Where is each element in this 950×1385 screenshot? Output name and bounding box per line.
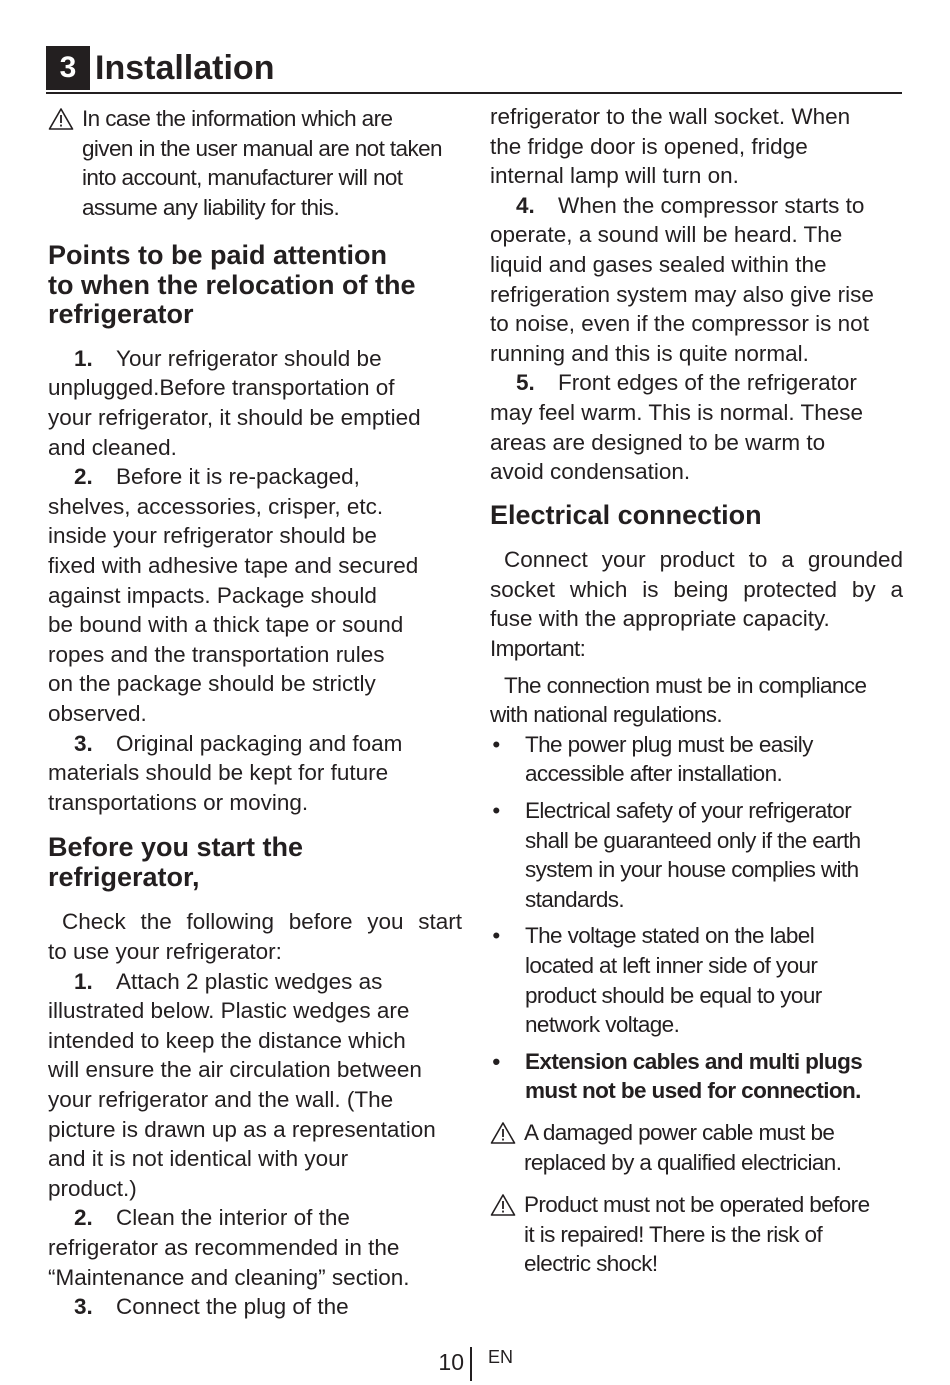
- text-line: Extension cables and multi plugs: [525, 1048, 863, 1074]
- warning-triangle-icon: [490, 1121, 516, 1145]
- text-line: The connection must be in compliance: [504, 672, 867, 698]
- item-number: 3.: [74, 730, 93, 756]
- text-line: Your refrigerator should be: [116, 345, 382, 371]
- warning-note: [490, 1190, 903, 1279]
- list-item: [48, 462, 462, 728]
- text-line: assume any liability for this.: [82, 194, 340, 220]
- list-item: [48, 344, 462, 462]
- item-number: 2.: [74, 464, 93, 490]
- item-number: 1.: [74, 968, 93, 994]
- left-column: [48, 104, 462, 1322]
- section-heading: [48, 241, 462, 330]
- text-line: with national regulations.: [490, 702, 723, 728]
- text-line: observed.: [48, 701, 147, 726]
- text-line: socket which is being protected by a: [490, 576, 903, 602]
- text-line: operate, a sound will be heard. The: [490, 222, 843, 248]
- text-line: against impacts. Package should: [48, 582, 377, 608]
- text-line: on the package should be strictly: [48, 671, 376, 697]
- chapter-header: [46, 46, 902, 94]
- electrical-bullet-list: [490, 730, 903, 1106]
- heading-line: to when the relocation of the: [48, 269, 416, 300]
- list-item: [48, 967, 462, 1204]
- bullet-icon: •: [492, 731, 500, 757]
- text-line: replaced by a qualified electrician.: [524, 1149, 842, 1175]
- text-line: avoid condensation.: [490, 459, 691, 485]
- before-start-section: [48, 907, 462, 1321]
- item-number: 4.: [516, 192, 535, 218]
- item-number: 1.: [74, 345, 93, 371]
- text-line: be bound with a thick tape or sound: [48, 612, 404, 638]
- text-line: internal lamp will turn on.: [490, 163, 739, 189]
- text-line: transportations or moving.: [48, 789, 309, 815]
- text-line: refrigerator to the wall socket. When: [490, 104, 851, 129]
- text-line: shelves, accessories, crisper, etc.: [48, 493, 384, 519]
- bullet-icon: •: [492, 797, 500, 823]
- item-number: 5.: [516, 370, 535, 396]
- text-line: In case the information which are: [82, 106, 393, 131]
- list-item: [48, 1203, 462, 1292]
- text-line: Clean the interior of the: [116, 1205, 350, 1231]
- heading-line: Points to be paid attention: [48, 240, 387, 271]
- text-line: your refrigerator and the wall. (The: [48, 1086, 394, 1112]
- text-line: located at left inner side of your: [525, 952, 818, 978]
- page-number: 10: [438, 1349, 464, 1375]
- chapter-title: Installation: [95, 49, 275, 87]
- text-line: areas are designed to be warm to: [490, 429, 826, 455]
- page-footer: [0, 1345, 950, 1385]
- right-column: [490, 102, 903, 1279]
- text-line: A damaged power cable must be: [524, 1119, 835, 1145]
- text-line: network voltage.: [525, 1012, 680, 1038]
- text-line: product.): [48, 1175, 137, 1201]
- text-line: Connect your product to a grounded: [504, 547, 903, 573]
- heading-line: refrigerator,: [48, 861, 200, 892]
- chapter-number-badge: 3: [46, 46, 90, 90]
- list-item: [48, 1292, 462, 1322]
- text-line: Before it is re-packaged,: [116, 464, 360, 490]
- text-line: Product must not be operated before: [524, 1192, 870, 1218]
- text-line: Front edges of the refrigerator: [558, 370, 857, 396]
- text-line: to use your refrigerator:: [48, 938, 282, 964]
- text-line: to noise, even if the compressor is not: [490, 311, 869, 337]
- text-line: shall be guaranteed only if the earth: [525, 827, 861, 853]
- text-line: The power plug must be easily: [525, 731, 813, 757]
- text-line: Electrical safety of your refrigerator: [525, 797, 852, 823]
- text-line: liquid and gases sealed within the: [490, 251, 827, 277]
- text-line: accessible after installation.: [525, 761, 783, 787]
- text-line: fuse with the appropriate capacity.: [490, 606, 830, 632]
- list-item: [490, 368, 903, 486]
- heading-line: Before you start the: [48, 832, 304, 863]
- text-line: will ensure the air circulation between: [48, 1057, 422, 1083]
- text-line: Attach 2 plastic wedges as: [116, 968, 383, 994]
- text-line: and cleaned.: [48, 434, 177, 460]
- text-line: given in the user manual are not taken: [82, 135, 442, 161]
- text-line: into account, manufacturer will not: [82, 165, 403, 191]
- item-number: 3.: [74, 1294, 93, 1320]
- text-line: system in your house complies with: [525, 857, 859, 883]
- text-line: intended to keep the distance which: [48, 1027, 406, 1053]
- language-code: EN: [488, 1347, 514, 1367]
- text-line: The voltage stated on the label: [525, 923, 815, 949]
- bullet-item: [490, 730, 903, 789]
- text-line: ropes and the transportation rules: [48, 641, 385, 667]
- bullet-item: [490, 1047, 903, 1106]
- bullet-item: [490, 796, 903, 914]
- section-heading: [48, 833, 462, 892]
- text-line: Check the following before you start: [62, 909, 462, 935]
- item-number: 2.: [74, 1205, 93, 1231]
- text-line: Original packaging and foam: [116, 730, 403, 756]
- text-line: unplugged.Before transportation of: [48, 375, 395, 401]
- section-heading: Electrical connection: [490, 499, 762, 530]
- text-line: electric shock!: [524, 1251, 658, 1277]
- text-line: product should be equal to your: [525, 982, 822, 1008]
- text-line: refrigerator as recommended in the: [48, 1234, 400, 1260]
- bullet-icon: •: [492, 1048, 500, 1074]
- relocation-list: [48, 344, 462, 818]
- text-line: the fridge door is opened, fridge: [490, 133, 808, 159]
- text-line: picture is drawn up as a representation: [48, 1116, 436, 1142]
- warning-triangle-icon: [48, 107, 74, 131]
- text-line: must not be used for connection.: [525, 1078, 861, 1104]
- text-line: Important:: [490, 636, 586, 661]
- text-line: may feel warm. This is normal. These: [490, 399, 864, 425]
- text-line: and it is not identical with your: [48, 1146, 349, 1172]
- warning-triangle-icon: [490, 1193, 516, 1217]
- text-line: illustrated below. Plastic wedges are: [48, 998, 410, 1024]
- text-line: inside your refrigerator should be: [48, 523, 377, 549]
- bullet-item: [490, 921, 903, 1039]
- text-line: “Maintenance and cleaning” section.: [48, 1264, 410, 1290]
- bullet-icon: •: [492, 923, 500, 949]
- electrical-intro: [490, 545, 903, 663]
- text-line: your refrigerator, it should be emptied: [48, 405, 421, 431]
- text-line: Connect the plug of the: [116, 1294, 349, 1320]
- heading-line: refrigerator: [48, 299, 194, 330]
- text-line: fixed with adhesive tape and secured: [48, 553, 419, 579]
- warning-note: [48, 104, 462, 222]
- list-item: [490, 191, 903, 369]
- text-line: When the compressor starts to: [558, 192, 865, 218]
- footer-divider: [470, 1347, 472, 1381]
- text-line: it is repaired! There is the risk of: [524, 1221, 823, 1247]
- continuation-text: [490, 102, 903, 487]
- text-line: materials should be kept for future: [48, 760, 389, 786]
- list-item: [48, 729, 462, 818]
- text-line: standards.: [525, 886, 625, 912]
- text-line: refrigeration system may also give rise: [490, 281, 874, 307]
- text-line: running and this is quite normal.: [490, 340, 809, 366]
- warning-note: [490, 1118, 903, 1177]
- compliance-text: [490, 671, 903, 730]
